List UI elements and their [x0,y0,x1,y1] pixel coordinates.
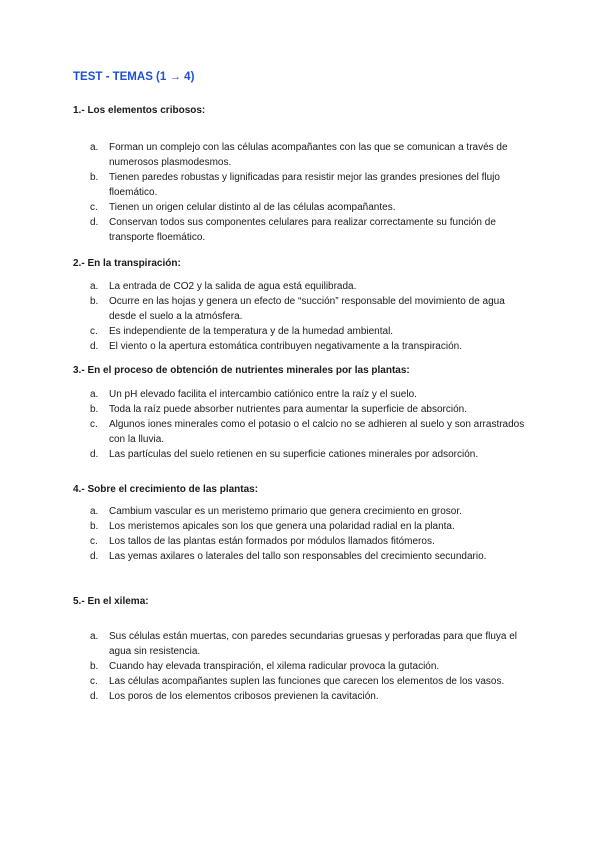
option-letter: c. [90,536,98,547]
question-4-option-c[interactable] [90,534,530,549]
option-text: Algunos iones minerales como el potasio o el calcio no se adhieren al suelo y son arrastrados con la lluvia. [109,419,525,445]
option-text: El viento o la apertura estomática contribuyen negativamente a la transpiración. [109,341,462,352]
question-5-heading: 5.- En el xilema: [73,596,149,607]
option-text: Las yemas axilares o laterales del tallo son responsables del crecimiento secundario. [109,551,487,562]
option-text: Las células acompañantes suplen las funciones que carecen los elementos de los vasos. [109,676,505,687]
option-text: Los poros de los elementos cribosos previenen la cavitación. [109,691,379,702]
option-letter: c. [90,202,98,213]
question-2-option-c[interactable] [90,324,530,339]
option-letter: d. [90,691,99,702]
question-3-options [90,387,530,462]
option-letter: a. [90,389,99,400]
question-2-option-b[interactable] [90,294,530,324]
question-4-option-d[interactable] [90,549,530,564]
option-letter: d. [90,551,99,562]
option-letter: d. [90,217,99,228]
question-2-option-d[interactable] [90,339,530,354]
question-1-heading: 1.- Los elementos cribosos: [73,105,206,116]
option-text: Toda la raíz puede absorber nutrientes para aumentar la superficie de absorción. [109,404,467,415]
option-text: Cambium vascular es un meristemo primario que genera crecimiento en grosor. [109,506,462,517]
question-4-heading: 4.- Sobre el crecimiento de las plantas: [73,484,259,495]
option-text: Ocurre en las hojas y genera un efecto de “succión” responsable del movimiento de agua desde el suelo a la atmósfera. [109,296,505,322]
question-2-option-a[interactable] [90,279,530,294]
option-text: Es independiente de la temperatura y de la humedad ambiental. [109,326,394,337]
option-letter: a. [90,281,99,292]
option-letter: b. [90,296,99,307]
option-letter: b. [90,172,99,183]
option-text: La entrada de CO2 y la salida de agua está equilibrada. [109,281,357,292]
question-5-option-b[interactable] [90,659,530,674]
question-3-option-a[interactable] [90,387,530,402]
question-1-option-c[interactable] [90,200,530,215]
option-letter: a. [90,142,99,153]
option-text: Los meristemos apicales son los que genera una polaridad radial en la planta. [109,521,455,532]
question-2-options [90,279,530,354]
option-letter: c. [90,419,98,430]
option-letter: d. [90,341,99,352]
document-title: TEST - TEMAS (1 → 4) [73,71,195,83]
option-letter: a. [90,631,99,642]
question-3-option-b[interactable] [90,402,530,417]
question-5-option-c[interactable] [90,674,530,689]
question-1-option-b[interactable] [90,170,530,200]
option-text: Un pH elevado facilita el intercambio catiónico entre la raíz y el suelo. [109,389,417,400]
question-4-option-a[interactable] [90,504,530,519]
option-text: Sus células están muertas, con paredes secundarias gruesas y perforadas para que fluya el agua sin resistencia. [109,631,518,657]
question-5-option-d[interactable] [90,689,530,704]
option-text: Tienen paredes robustas y lignificadas para resistir mejor las grandes presiones del flujo floemático. [109,172,500,198]
option-text: Las partículas del suelo retienen en su superficie cationes minerales por adsorción. [109,449,479,460]
option-letter: c. [90,676,98,687]
option-letter: b. [90,404,99,415]
option-text: Cuando hay elevada transpiración, el xilema radicular provoca la gutación. [109,661,440,672]
question-1-options [90,140,530,245]
question-5-option-a[interactable] [90,629,530,659]
option-text: Los tallos de las plantas están formados por módulos llamados fitómeros. [109,536,435,547]
question-2-heading: 2.- En la transpiración: [73,258,181,269]
option-text: Tienen un origen celular distinto al de las células acompañantes. [109,202,396,213]
question-3-heading: 3.- En el proceso de obtención de nutrientes minerales por las plantas: [73,365,410,376]
question-1-option-d[interactable] [90,215,530,245]
option-letter: d. [90,449,99,460]
option-text: Forman un complejo con las células acompañantes con las que se comunican a través de numerosos plasmodesmos. [109,142,508,168]
question-4-options [90,504,530,564]
option-letter: b. [90,661,99,672]
option-text: Conservan todos sus componentes celulares para realizar correctamente su función de transporte floemático. [109,217,496,243]
question-3-option-d[interactable] [90,447,530,462]
question-3-option-c[interactable] [90,417,530,447]
question-4-option-b[interactable] [90,519,530,534]
option-letter: a. [90,506,99,517]
option-letter: c. [90,326,98,337]
question-5-options [90,629,530,704]
question-1-option-a[interactable] [90,140,530,170]
option-letter: b. [90,521,99,532]
